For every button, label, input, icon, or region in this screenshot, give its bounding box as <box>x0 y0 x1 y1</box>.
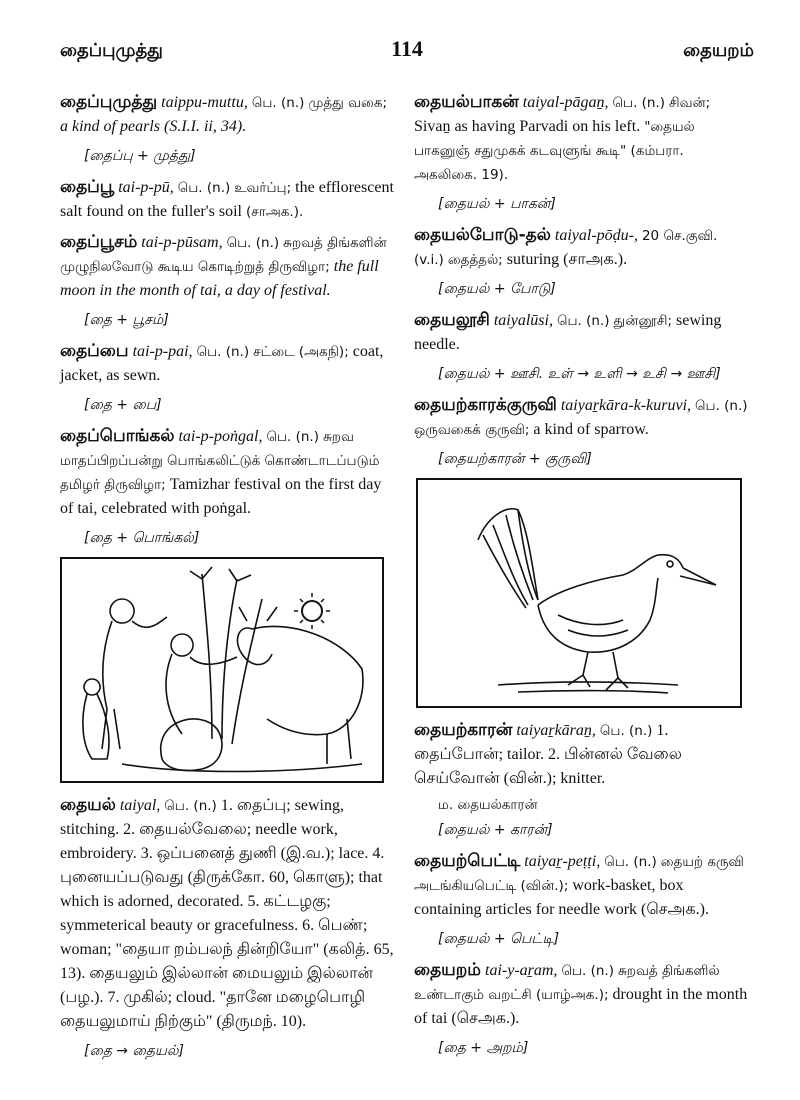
part-of-speech: பெ. (n.) <box>196 344 250 360</box>
tamil-gloss: சிவன்; <box>669 95 711 111</box>
headword: தையற்காரக்குருவி <box>414 395 557 415</box>
definition-body: 1. தைப்போன்; tailor. 2. பின்னல் வேலை செய்வோன் (வின்.); knitter. <box>414 722 682 787</box>
headword: தையல்போடு-தல் <box>414 225 551 245</box>
part-of-speech: 20 செ.குவி. (v.i.) <box>414 228 718 268</box>
source-ref: (அகநி); <box>298 344 349 360</box>
etymology: [தை + பூசம்] <box>84 312 169 328</box>
part-of-speech: பெ. (n.) <box>177 180 231 196</box>
dictionary-entry <box>414 849 750 922</box>
headword: தைப்பூசம் <box>60 232 138 252</box>
dictionary-entry <box>414 90 750 187</box>
dictionary-entry <box>60 175 396 224</box>
dictionary-entry <box>60 424 396 521</box>
part-of-speech: பெ. (n.) <box>164 798 217 814</box>
transliteration: tai-p-pai, <box>132 343 193 360</box>
pongal-illustration <box>60 557 384 783</box>
english-gloss: work-basket, box containing articles for needle work (செஅக.). <box>414 877 710 918</box>
page-header <box>60 36 754 76</box>
transliteration: tai-p-pū, <box>118 179 174 196</box>
tamil-gloss: ஒருவகைக் குருவி; <box>414 422 530 438</box>
pongal-festival-drawing <box>62 559 382 781</box>
english-gloss: a kind of sparrow. <box>533 421 649 438</box>
transliteration: taiyal-pāgaṉ, <box>522 94 609 111</box>
headword: தைப்பை <box>60 341 129 361</box>
part-of-speech: பெ. (n.) <box>561 963 614 979</box>
page-number: 114 <box>391 36 423 61</box>
tamil-gloss: தையற் கருவி அடங்கியபெட்டி (வின்.); <box>414 854 744 894</box>
etymology: [தையல் + பெட்டி] <box>438 931 560 947</box>
transliteration: taiyal, <box>119 797 161 814</box>
dictionary-entry <box>414 393 750 442</box>
part-of-speech: பெ. (n.) <box>695 398 748 414</box>
headword: தையலூசி <box>414 310 490 330</box>
part-of-speech: பெ. (n.) <box>604 854 657 870</box>
headword: தைப்பொங்கல் <box>60 426 175 446</box>
english-gloss: the full moon in the month of tai, a day of festival. <box>60 258 379 299</box>
headword: தைப்புமுத்து <box>60 92 158 112</box>
english-gloss: Tamizhar festival on the first day of tai, celebrated with poṅgal. <box>60 476 382 517</box>
english-gloss: a kind of pearls (S.I.I. ii, 34). <box>60 118 247 135</box>
tamil-gloss: சுறவ மாதப்பிறப்பன்று பொங்கலிட்டுக் கொண்டாடப்படும் தமிழர் திருவிழா; <box>60 429 380 493</box>
etymology: [தை + பொங்கல்] <box>84 530 200 546</box>
dictionary-entry <box>414 718 750 791</box>
english-gloss: suturing (சாஅக.). <box>506 251 628 268</box>
dictionary-entry <box>60 230 396 303</box>
header-first-word: தைப்புமுத்து <box>60 40 163 61</box>
tamil-gloss: முத்து வகை; <box>308 95 388 111</box>
dictionary-entry <box>414 223 750 272</box>
headword: தையறம் <box>414 960 481 980</box>
tamil-gloss: சட்டை <box>253 344 295 360</box>
transliteration: taiyal-pōḍu-, <box>554 227 638 244</box>
tamil-gloss: சுறவத் திங்களின் முழுநிலவோடு கூடிய கொடிற்றுத் திருவிழா; <box>60 235 387 275</box>
part-of-speech: பெ. (n.) <box>226 235 280 251</box>
transliteration: tai-p-pūsam, <box>141 234 223 251</box>
dictionary-entry <box>414 308 750 357</box>
left-column <box>60 90 396 1070</box>
quotation: "தையல் பாகனுஞ் சதுமுகக் கடவுளுங் கூடி" (கம்பரா. அகலிகை. 19). <box>414 119 695 183</box>
tamil-gloss: துன்னூசி; <box>613 313 673 329</box>
header-last-word: தையறம் <box>683 40 754 61</box>
transliteration: tai-y-aṟam, <box>485 962 558 979</box>
english-gloss: drought in the month of tai (செஅக.). <box>414 986 748 1027</box>
part-of-speech: பெ. (n.) <box>612 95 666 111</box>
etymology: [தை → தையல்] <box>84 1043 184 1059</box>
sparrow-illustration <box>416 478 742 708</box>
source-ref: (சாஅக.). <box>245 204 304 220</box>
headword: தைப்பூ <box>60 177 115 197</box>
etymology: [தையல் + போடு] <box>438 281 556 297</box>
headword: தையற்பெட்டி <box>414 851 521 871</box>
etymology: [தையல் + காரன்] <box>438 822 553 838</box>
definition-body: 1. தைப்பு; sewing, stitching. 2. தையல்வேலை; needle work, embroidery. 3. ஒப்பனைத் துணி (இ.வ.); lace. 4. புனையப்படுவது (திருக்கோ. 60, கொளு); that which is adorned, decorated. 5. கட்டழகு; symmeterical beauty or gracefulness. 6. பெண்; woman; "தையா றம்பலந் தின்றியோ" (கலித். 65, 13). தையலும் இல்லான் மையலும் இல்லான் (பழ.). 7. முகில்; cloud. "தானே மழைபொழி தையலுமாய் நிற்கும்" (திருமந். 10). <box>60 797 394 1030</box>
etymology: [தையல் + ஊசி. உள் → உளி → உசி → ஊசி] <box>438 366 721 382</box>
dictionary-entry <box>414 958 750 1031</box>
part-of-speech: பெ. (n.) <box>266 429 319 445</box>
headword: தையல் <box>60 795 116 815</box>
headword: தையல்பாகன் <box>414 92 519 112</box>
transliteration: tai-p-poṅgal, <box>178 428 263 445</box>
etymology: [தைப்பு + முத்து] <box>84 148 196 164</box>
transliteration: taiyaṟkāra-k-kuruvi, <box>560 397 692 414</box>
english-gloss: coat, jacket, as sewn. <box>60 343 384 384</box>
part-of-speech: பெ. (n.) <box>251 95 305 111</box>
tamil-gloss: தைத்தல்; <box>447 252 503 268</box>
tamil-gloss: சுறவத் திங்களில் உண்டாகும் வறட்சி (யாழ்அக.); <box>414 963 720 1003</box>
etymology: [தையற்காரன் + குருவி] <box>438 451 592 467</box>
headword: தையற்காரன் <box>414 720 513 740</box>
right-column <box>414 90 750 1067</box>
dictionary-entry <box>60 90 396 139</box>
dictionary-entry <box>60 793 396 1034</box>
transliteration: taiyalūsi, <box>493 312 553 329</box>
cognate-note: ம. தையல்காரன் <box>438 797 538 813</box>
tamil-gloss: உவர்ப்பு; <box>234 180 292 196</box>
english-gloss: sewing needle. <box>414 312 722 353</box>
tailorbird-drawing <box>418 480 740 706</box>
etymology: [தை + பை] <box>84 397 162 413</box>
english-gloss: the efflorescent salt found on the fuller's soil <box>60 179 394 220</box>
etymology: [தையல் + பாகன்] <box>438 196 556 212</box>
dictionary-entry <box>60 339 396 388</box>
transliteration: taiyaṟkāraṉ, <box>516 722 596 739</box>
transliteration: taippu-muttu, <box>161 94 248 111</box>
part-of-speech: பெ. (n.) <box>556 313 610 329</box>
english-gloss: Sivaṉ as having Parvadi on his left. <box>414 118 641 135</box>
etymology: [தை + அறம்] <box>438 1040 529 1056</box>
part-of-speech: பெ. (n.) <box>599 723 653 739</box>
transliteration: taiyaṟ-peṭṭi, <box>524 853 601 870</box>
